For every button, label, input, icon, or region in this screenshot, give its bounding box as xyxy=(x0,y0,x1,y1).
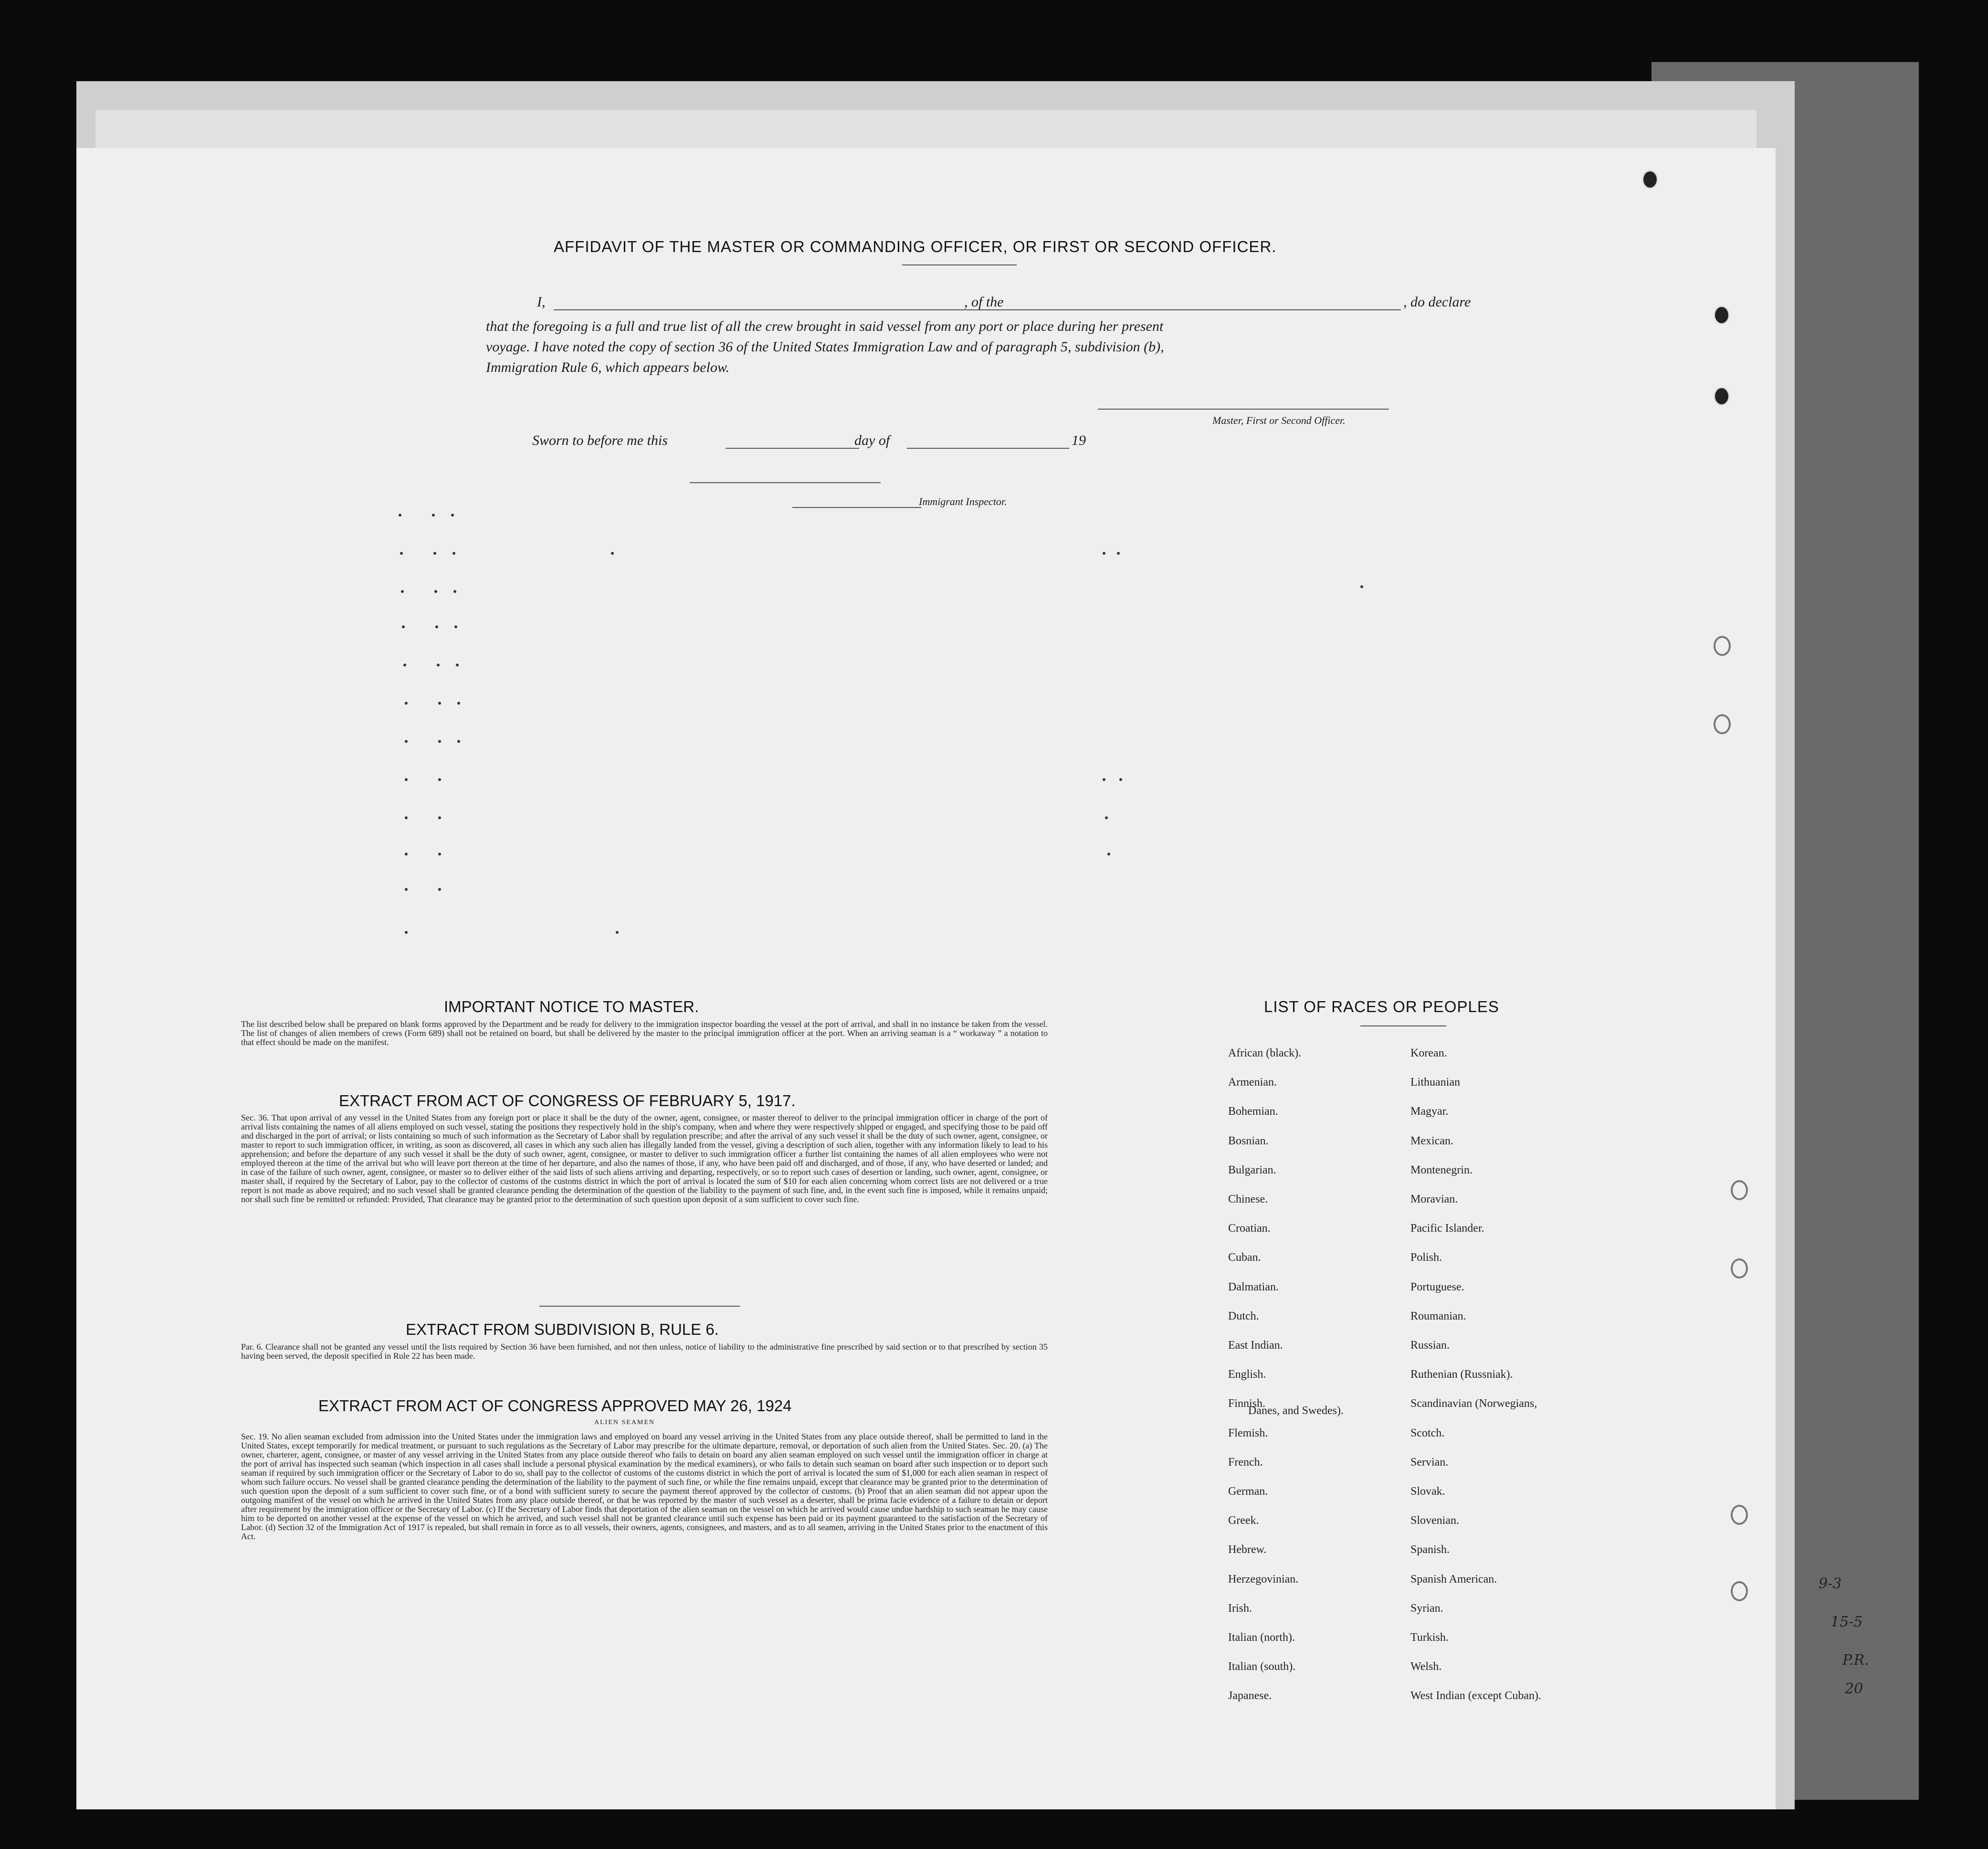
race-item: West Indian (except Cuban). xyxy=(1410,1690,1541,1702)
affidavit-line4: Immigration Rule 6, which appears below. xyxy=(486,359,730,375)
mark xyxy=(401,590,404,593)
affidavit-line3: voyage. I have noted the copy of section 36 of the United States Immigration Law and of paragraph 5, subdivision (b), xyxy=(486,339,1164,355)
inspector-signature-line-2 xyxy=(792,507,921,508)
vessel-blank xyxy=(1029,309,1401,310)
race-item: Finnish. xyxy=(1228,1397,1266,1410)
race-item: Bosnian. xyxy=(1228,1134,1269,1147)
mark xyxy=(452,552,455,555)
race-item: Korean. xyxy=(1410,1047,1447,1059)
punch-hole xyxy=(1642,170,1658,189)
day-of-text: day of xyxy=(854,433,890,448)
race-item: Montenegrin. xyxy=(1410,1163,1473,1176)
race-item: German. xyxy=(1228,1485,1268,1498)
race-item: Bulgarian. xyxy=(1228,1163,1276,1176)
race-item: Pacific Islander. xyxy=(1410,1222,1484,1235)
race-item: Bohemian. xyxy=(1228,1105,1278,1118)
mark xyxy=(438,816,441,819)
mark xyxy=(438,853,441,856)
mark xyxy=(1360,585,1363,588)
mark xyxy=(457,702,460,705)
mark xyxy=(405,888,408,891)
title-underline xyxy=(902,264,1017,265)
punch-hole xyxy=(1714,636,1731,656)
race-item: Welsh. xyxy=(1410,1660,1442,1673)
race-item: Flemish. xyxy=(1228,1426,1268,1439)
mark xyxy=(399,514,401,517)
mark xyxy=(1119,778,1122,781)
mark xyxy=(433,552,436,555)
mark xyxy=(400,552,403,555)
affidavit-line2: that the foregoing is a full and true list of all the crew brought in said vessel from any port or place during her present xyxy=(486,318,1164,334)
mark xyxy=(403,664,406,666)
margin-note: 9-3 xyxy=(1819,1575,1842,1592)
notice-body: The list described below shall be prepared on blank forms approved by the Department and be ready for delivery to the immigration inspector boarding the vessel at the port of arrival, and shall in no instance be taken from the vessel. The list of changes of alien members of crews (Form 689) shall not be retained on board, but shall be delivered by the master to the principal immigration officer at the port. When an arriving seaman is a “ workaway ” a notation to that effect should be made on the manifest. xyxy=(241,1019,1048,1047)
sworn-text: Sworn to before me this xyxy=(532,433,668,448)
race-item: Armenian. xyxy=(1228,1076,1277,1089)
mark xyxy=(1117,552,1120,555)
notice-title: IMPORTANT NOTICE TO MASTER. xyxy=(444,998,699,1015)
mark xyxy=(434,590,437,593)
race-item: Italian (north). xyxy=(1228,1631,1295,1644)
race-item: Croatian. xyxy=(1228,1222,1271,1235)
race-item: Chinese. xyxy=(1228,1193,1268,1205)
race-item: Ruthenian (Russniak). xyxy=(1410,1368,1513,1381)
mark xyxy=(453,590,456,593)
race-item: Turkish. xyxy=(1410,1631,1449,1644)
mark xyxy=(616,931,619,934)
mark xyxy=(611,552,614,555)
race-item: French. xyxy=(1228,1456,1263,1469)
extract-1917-body: Sec. 36. That upon arrival of any vessel in the United States from any foreign port or place it shall be the duty of the owner, agent, consignee, or master thereof to deliver to the principal immigration officer in charge of the port of arrival lists containing the names of all aliens employed on such vessel, stating the positions they respectively hold in the ship's company, when and where they were respectively shipped or engaged, and specifying those to be paid off and discharged in the port of arrival; or lists containing so much of such information as the Secretary of Labor shall by regulation prescribe; and after the arrival of any such vessel it shall be the duty of such owner, agent, consignee, or master to report to such immigration officer, in writing, as soon as discovered, all cases in which any such alien has illegally landed from the vessel, giving a description of such alien, together with any information likely to lead to his apprehension; and before the departure of any such vessel it shall be the duty of such owner, agent, consignee, or master to deliver to such immigration officer a further list containing the names of all alien employees who were not employed thereon at the time of the arrival but who will leave port thereon at the time of her departure, and also the names of those, if any, who have been paid off and discharged, and of those, if any, who have deserted or landed; and in case of the failure of such owner, agent, consignee, or master so to deliver either of the said lists of such aliens arriving and departing, respectively, or so to report such cases of desertion or landing, such owner, agent, consignee, or master shall, if required by the Secretary of Labor, pay to the collector of customs of the customs district in which the port of arrival is located the sum of $10 for each alien concerning whom correct lists are not delivered or a true report is not made as above required; and no such vessel shall be granted clearance pending the determination of the question of the liability to the payment of such fine, and, in the event such fine is imposed, while it remains unpaid; nor shall such fine be remitted or refunded: Provided, That clearance may be granted prior to the determination of such question upon deposit of a sum sufficient to cover such fine. xyxy=(241,1113,1048,1204)
race-item: Servian. xyxy=(1410,1456,1449,1469)
extract-1917-title: EXTRACT FROM ACT OF CONGRESS OF FEBRUARY 5, 1917. xyxy=(339,1092,796,1109)
master-label: Master, First or Second Officer. xyxy=(1212,414,1346,426)
race-item: Polish. xyxy=(1410,1251,1442,1264)
mark xyxy=(405,816,408,819)
affidavit-title: AFFIDAVIT OF THE MASTER OR COMMANDING OFFICER, OR FIRST OR SECOND OFFICER. xyxy=(554,238,1277,255)
mark xyxy=(402,625,405,628)
race-item: East Indian. xyxy=(1228,1339,1283,1352)
punch-hole xyxy=(1714,387,1730,406)
race-item: Roumanian. xyxy=(1410,1310,1466,1322)
punch-hole xyxy=(1731,1180,1748,1200)
mark xyxy=(405,702,408,705)
extract-1924-title: EXTRACT FROM ACT OF CONGRESS APPROVED MAY 26, 1924 xyxy=(318,1397,792,1415)
day-blank xyxy=(726,448,859,449)
mark xyxy=(405,778,408,781)
inspector-signature-line xyxy=(690,482,881,483)
race-item: Irish. xyxy=(1228,1602,1252,1615)
race-item: Spanish American. xyxy=(1410,1573,1497,1585)
race-item: Mexican. xyxy=(1410,1134,1453,1147)
margin-note: 15-5 xyxy=(1830,1614,1863,1630)
extract-rule6-title: EXTRACT FROM SUBDIVISION B, RULE 6. xyxy=(406,1321,719,1338)
race-item: Herzegovinian. xyxy=(1228,1573,1299,1585)
race-item: Scandinavian (Norwegians, xyxy=(1410,1397,1537,1410)
race-item: Japanese. xyxy=(1228,1690,1272,1702)
race-item: Magyar. xyxy=(1410,1105,1449,1118)
punch-hole xyxy=(1731,1505,1748,1525)
race-item: Italian (south). xyxy=(1228,1660,1296,1673)
mark xyxy=(451,514,454,517)
race-item: Russian. xyxy=(1410,1339,1450,1352)
punch-hole xyxy=(1714,306,1730,325)
manifest-page xyxy=(76,148,1776,1809)
punch-hole xyxy=(1714,714,1731,734)
race-item: Slovak. xyxy=(1410,1485,1445,1498)
mark xyxy=(405,931,408,934)
race-item: Syrian. xyxy=(1410,1602,1443,1615)
race-item: Slovenian. xyxy=(1410,1514,1459,1527)
mark xyxy=(1103,552,1105,555)
mark xyxy=(1105,816,1108,819)
race-item: Hebrew. xyxy=(1228,1543,1267,1556)
extract-1924-body: Sec. 19. No alien seaman excluded from admission into the United States under the immigration laws and employed on board any vessel arriving in the United States from any place outside thereof, shall be permitted to land in the United States, except temporarily for medical treatment, or pursuant to such regulations as the Secretary of Labor may prescribe for the ultimate departure, removal, or deportation of such alien from the United States. Sec. 20. (a) The owner, charterer, agent, consignee, or master of any vessel arriving in the United States from any place outside thereof who fails to detain on board any alien seaman employed on such vessel until the immigration officer in charge at the port of arrival has inspected such seaman (which inspection in all cases shall include a personal physical examination by the medical examiners), or who fails to detain such seaman on board after such inspection or to deport such seaman if required by such immigration officer or the Secretary of Labor to do so, shall pay to the collector of customs of the customs district in which the port of arrival is located the sum of $1,000 for each alien seaman in respect of whom such failure occurs. No vessel shall be granted clearance pending the determination of the liability to the payment of such fine, or while the fine remains unpaid, except that clearance may be granted prior to the determination of such question upon the deposit of a sum sufficient to cover such fine, or of a bond with sufficient surety to secure the payment thereof approved by the collector of customs. (b) Proof that an alien seaman did not appear upon the outgoing manifest of the vessel on which he arrived in the United States from any place outside thereof, or that he was reported by the master of such vessel as a deserter, shall be prima facie evidence of a failure to detain or deport after requirement by the immigration officer or the Secretary of Labor. (c) If the Secretary of Labor finds that deportation of the alien seaman on the vessel on which he arrived would cause undue hardship to such seaman he may cause him to be deported on another vessel at the expense of the vessel on which he arrived, and such vessel shall not be granted clearance until such expense has been paid or its payment guaranteed to the satisfaction of the Secretary of Labor. (d) Section 32 of the Immigration Act of 1917 is repealed, but shall remain in force as to all vessels, their owners, agents, consignees, and masters, and as to all seamen, arriving in the United States prior to the enactment of this Act. xyxy=(241,1432,1048,1541)
mark xyxy=(438,888,441,891)
race-item: Greek. xyxy=(1228,1514,1259,1527)
year-text: 19 xyxy=(1072,433,1086,448)
mark xyxy=(454,625,457,628)
mark xyxy=(432,514,435,517)
mark xyxy=(456,664,459,666)
race-item: English. xyxy=(1228,1368,1266,1381)
race-item: Moravian. xyxy=(1410,1193,1458,1205)
race-item: Spanish. xyxy=(1410,1543,1450,1556)
race-item: African (black). xyxy=(1228,1047,1302,1059)
margin-note: 20 xyxy=(1845,1680,1863,1697)
margin-note: P.R. xyxy=(1842,1652,1869,1669)
mark xyxy=(1103,778,1105,781)
mark xyxy=(438,778,441,781)
punch-hole xyxy=(1731,1581,1748,1601)
race-item: Dalmatian. xyxy=(1228,1280,1279,1293)
race-item: Scotch. xyxy=(1410,1426,1445,1439)
affidavit-i: I, xyxy=(537,294,546,310)
race-item-continuation: Danes, and Swedes). xyxy=(1248,1405,1344,1417)
affidavit-of-the: , of the xyxy=(964,294,1004,310)
extract-rule6-body: Par. 6. Clearance shall not be granted any vessel until the lists required by Section 36 have been furnished, and not then unless, notice of liability to the administrative fine prescribed by said section or to that prescribed by section 35 having been served, the deposit specified in Rule 22 has been made. xyxy=(241,1342,1048,1361)
races-underline xyxy=(1360,1025,1446,1026)
races-title: LIST OF RACES OR PEOPLES xyxy=(1264,998,1499,1015)
mark xyxy=(435,625,438,628)
mark xyxy=(437,664,440,666)
race-item: Lithuanian xyxy=(1410,1076,1460,1089)
race-item: Dutch. xyxy=(1228,1310,1259,1322)
affidavit-declare: , do declare xyxy=(1403,294,1471,310)
inspector-label: Immigrant Inspector. xyxy=(919,496,1007,507)
mark xyxy=(405,853,408,856)
master-signature-line xyxy=(1098,409,1389,410)
mark xyxy=(438,702,441,705)
race-item: Portuguese. xyxy=(1410,1280,1464,1293)
punch-hole xyxy=(1731,1258,1748,1278)
alien-seamen-subtitle: ALIEN SEAMEN xyxy=(594,1419,655,1426)
section-divider xyxy=(539,1306,740,1307)
race-item: Cuban. xyxy=(1228,1251,1261,1264)
mark xyxy=(1107,853,1110,856)
mark xyxy=(457,740,460,743)
mark xyxy=(438,740,441,743)
month-blank xyxy=(907,448,1069,449)
mark xyxy=(405,740,408,743)
